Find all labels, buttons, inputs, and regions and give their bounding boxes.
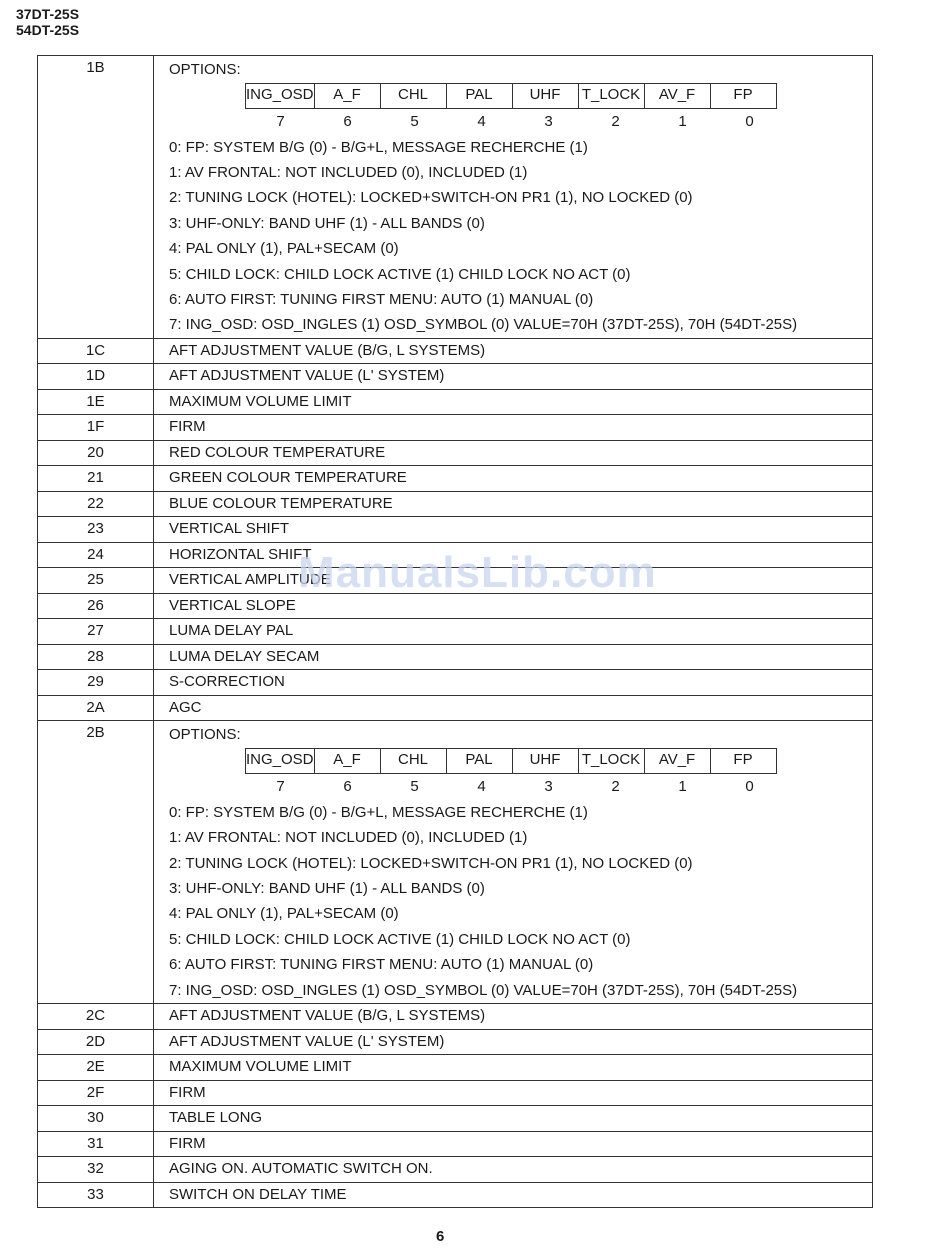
description-cell: AFT ADJUSTMENT VALUE (L' SYSTEM) [154, 364, 873, 390]
bit-number: 3 [544, 112, 553, 130]
address-cell: 29 [38, 670, 154, 696]
bit-number: 5 [410, 112, 419, 130]
bit-number: 4 [477, 112, 486, 130]
description-cell: MAXIMUM VOLUME LIMIT [154, 1055, 873, 1081]
bit-label-cell: CHL [380, 83, 446, 108]
description-cell: AGC [154, 695, 873, 721]
options-title: OPTIONS: [169, 61, 241, 78]
bit-number-row [247, 109, 872, 135]
table-row [38, 440, 873, 466]
address-cell: 2B [38, 721, 154, 1004]
option-line: 1: AV FRONTAL: NOT INCLUDED (0), INCLUDED (1) [169, 163, 528, 181]
bit-label-cell: A_F [314, 748, 380, 773]
model-number-2: 54DT-25S [16, 22, 80, 38]
options-cell [154, 721, 873, 1004]
bit-label-cell: A_F [314, 83, 380, 108]
option-line: 2: TUNING LOCK (HOTEL): LOCKED+SWITCH-ON PR1 (1), NO LOCKED (0) [169, 189, 693, 207]
description-cell: FIRM [154, 1080, 873, 1106]
bit-label-cell: ING_OSD [246, 83, 315, 108]
page-number: 6 [436, 1228, 445, 1245]
bit-number: 3 [544, 777, 553, 795]
bit-label-cell: T_LOCK [578, 83, 644, 108]
description-cell: BLUE COLOUR TEMPERATURE [154, 491, 873, 517]
address-cell: 2E [38, 1055, 154, 1081]
option-line: 3: UHF-ONLY: BAND UHF (1) - ALL BANDS (0) [169, 879, 485, 897]
table-row [38, 1029, 873, 1055]
option-line: 4: PAL ONLY (1), PAL+SECAM (0) [169, 905, 399, 923]
address-cell: 22 [38, 491, 154, 517]
table-row [38, 695, 873, 721]
address-cell: 24 [38, 542, 154, 568]
table-row [38, 517, 873, 543]
table-row [38, 1182, 873, 1208]
table-row [38, 338, 873, 364]
description-cell: S-CORRECTION [154, 670, 873, 696]
description-cell: AFT ADJUSTMENT VALUE (B/G, L SYSTEMS) [154, 1004, 873, 1030]
register-table [37, 55, 873, 1208]
bit-number: 0 [745, 112, 754, 130]
address-cell: 2C [38, 1004, 154, 1030]
bit-label-cell: PAL [446, 748, 512, 773]
bit-number: 4 [477, 777, 486, 795]
table-row [38, 491, 873, 517]
address-cell: 1C [38, 338, 154, 364]
description-cell: VERTICAL SLOPE [154, 593, 873, 619]
bit-number: 2 [611, 112, 620, 130]
option-line: 2: TUNING LOCK (HOTEL): LOCKED+SWITCH-ON PR1 (1), NO LOCKED (0) [169, 854, 693, 872]
bit-label-cell: AV_F [644, 748, 710, 773]
bit-number: 2 [611, 777, 620, 795]
table-row [38, 1055, 873, 1081]
address-cell: 32 [38, 1157, 154, 1183]
description-cell: AFT ADJUSTMENT VALUE (B/G, L SYSTEMS) [154, 338, 873, 364]
options-cell [154, 56, 873, 339]
bit-number: 7 [276, 112, 285, 130]
description-cell: TABLE LONG [154, 1106, 873, 1132]
bit-number: 1 [678, 112, 687, 130]
option-line: 6: AUTO FIRST: TUNING FIRST MENU: AUTO (1) MANUAL (0) [169, 956, 594, 974]
address-cell: 23 [38, 517, 154, 543]
bit-label-cell: AV_F [644, 83, 710, 108]
address-cell: 21 [38, 466, 154, 492]
bit-number: 7 [276, 777, 285, 795]
option-line: 1: AV FRONTAL: NOT INCLUDED (0), INCLUDED (1) [169, 829, 528, 847]
bit-label-cell: PAL [446, 83, 512, 108]
address-cell: 28 [38, 644, 154, 670]
bit-label-cell: UHF [512, 83, 578, 108]
address-cell: 1E [38, 389, 154, 415]
address-cell: 27 [38, 619, 154, 645]
address-cell: 1F [38, 415, 154, 441]
bit-label-cell: FP [710, 748, 776, 773]
option-lines [169, 135, 872, 338]
description-cell: FIRM [154, 415, 873, 441]
table-row [38, 415, 873, 441]
address-cell: 2D [38, 1029, 154, 1055]
description-cell: MAXIMUM VOLUME LIMIT [154, 389, 873, 415]
description-cell: VERTICAL AMPLITUDE [154, 568, 873, 594]
option-lines [169, 800, 872, 1003]
bit-label-cell: CHL [380, 748, 446, 773]
address-cell: 25 [38, 568, 154, 594]
options-row-2 [38, 721, 873, 1004]
bit-number-row [247, 774, 872, 800]
address-cell: 1D [38, 364, 154, 390]
address-cell: 30 [38, 1106, 154, 1132]
bit-label-cell: FP [710, 83, 776, 108]
table-row [38, 619, 873, 645]
description-cell: AFT ADJUSTMENT VALUE (L' SYSTEM) [154, 1029, 873, 1055]
table-row [38, 1157, 873, 1183]
option-line: 4: PAL ONLY (1), PAL+SECAM (0) [169, 240, 399, 258]
option-line: 5: CHILD LOCK: CHILD LOCK ACTIVE (1) CHILD LOCK NO ACT (0) [169, 930, 631, 948]
description-cell: SWITCH ON DELAY TIME [154, 1182, 873, 1208]
document-header [16, 6, 79, 38]
address-cell: 31 [38, 1131, 154, 1157]
address-cell: 2A [38, 695, 154, 721]
table-row [38, 1131, 873, 1157]
bit-number: 1 [678, 777, 687, 795]
description-cell: GREEN COLOUR TEMPERATURE [154, 466, 873, 492]
option-line: 7: ING_OSD: OSD_INGLES (1) OSD_SYMBOL (0) VALUE=70H (37DT-25S), 70H (54DT-25S) [169, 981, 798, 999]
address-cell: 1B [38, 56, 154, 339]
options-row-1 [38, 56, 873, 339]
table-row [38, 670, 873, 696]
description-cell: RED COLOUR TEMPERATURE [154, 440, 873, 466]
description-cell: HORIZONTAL SHIFT [154, 542, 873, 568]
table-row [38, 1004, 873, 1030]
bit-field-table [245, 748, 777, 774]
description-cell: AGING ON. AUTOMATIC SWITCH ON. [154, 1157, 873, 1183]
bit-label-cell: UHF [512, 748, 578, 773]
address-cell: 26 [38, 593, 154, 619]
option-line: 0: FP: SYSTEM B/G (0) - B/G+L, MESSAGE RECHERCHE (1) [169, 138, 588, 156]
option-line: 3: UHF-ONLY: BAND UHF (1) - ALL BANDS (0) [169, 214, 485, 232]
table-row [38, 1080, 873, 1106]
bit-label-cell: ING_OSD [246, 748, 315, 773]
description-cell: VERTICAL SHIFT [154, 517, 873, 543]
description-cell: LUMA DELAY PAL [154, 619, 873, 645]
option-line: 0: FP: SYSTEM B/G (0) - B/G+L, MESSAGE RECHERCHE (1) [169, 803, 588, 821]
table-row [38, 644, 873, 670]
bit-number: 0 [745, 777, 754, 795]
watermark: ManualsLib.com [298, 548, 657, 597]
table-row [38, 466, 873, 492]
address-cell: 33 [38, 1182, 154, 1208]
table-row [38, 364, 873, 390]
model-number-1: 37DT-25S [16, 6, 80, 22]
bit-field-table [245, 83, 777, 109]
bit-label-cell: T_LOCK [578, 748, 644, 773]
option-line: 7: ING_OSD: OSD_INGLES (1) OSD_SYMBOL (0) VALUE=70H (37DT-25S), 70H (54DT-25S) [169, 316, 798, 334]
bit-number: 6 [343, 112, 352, 130]
options-title: OPTIONS: [169, 726, 241, 744]
address-cell: 2F [38, 1080, 154, 1106]
description-cell: FIRM [154, 1131, 873, 1157]
description-cell: LUMA DELAY SECAM [154, 644, 873, 670]
option-line: 6: AUTO FIRST: TUNING FIRST MENU: AUTO (1) MANUAL (0) [169, 290, 594, 308]
address-cell: 20 [38, 440, 154, 466]
table-row [38, 389, 873, 415]
option-line: 5: CHILD LOCK: CHILD LOCK ACTIVE (1) CHILD LOCK NO ACT (0) [169, 265, 631, 283]
bit-number: 5 [410, 777, 419, 795]
table-row [38, 1106, 873, 1132]
bit-number: 6 [343, 777, 352, 795]
